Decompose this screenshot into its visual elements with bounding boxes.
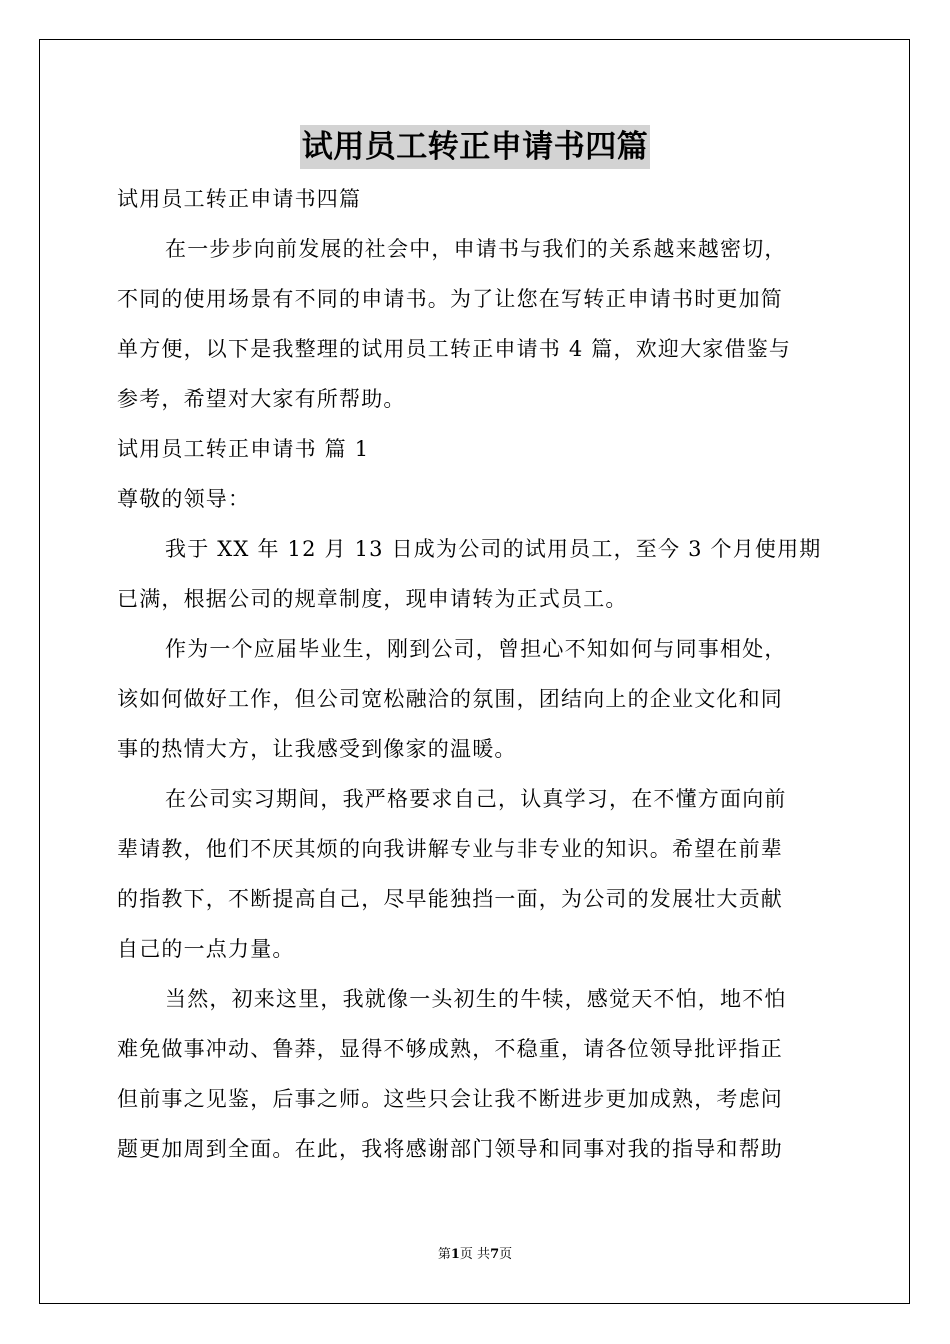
paragraph-line: 自己的一点力量。	[117, 937, 295, 961]
paragraph-line: 单方便，以下是我整理的试用员工转正申请书 4 篇，欢迎大家借鉴与	[117, 337, 792, 361]
document-body	[117, 181, 832, 1181]
paragraph-line: 当然，初来这里，我就像一头初生的牛犊，感觉天不怕，地不怕	[165, 987, 787, 1011]
paragraph-line: 在一步步向前发展的社会中，申请书与我们的关系越来越密切，	[165, 237, 787, 261]
title-container	[0, 125, 950, 169]
paragraph-line: 题更加周到全面。在此，我将感谢部门领导和同事对我的指导和帮助	[117, 1137, 783, 1161]
page-footer	[0, 1246, 950, 1264]
paragraph-line: 辈请教，他们不厌其烦的向我讲解专业与非专业的知识。希望在前辈	[117, 837, 783, 861]
page-prefix: 第	[437, 1247, 451, 1262]
paragraph-line: 不同的使用场景有不同的申请书。为了让您在写转正申请书时更加简	[117, 287, 783, 311]
page-current: 1	[450, 1247, 460, 1262]
paragraph-line: 难免做事冲动、鲁莽，显得不够成熟，不稳重，请各位领导批评指正	[117, 1037, 783, 1061]
paragraph-line: 我于 XX 年 12 月 13 日成为公司的试用员工，至今 3 个月使用期	[165, 537, 822, 561]
salutation: 尊敬的领导：	[117, 487, 251, 511]
page-mid: 页 共	[459, 1247, 491, 1262]
paragraph-line: 的指教下，不断提高自己，尽早能独挡一面，为公司的发展壮大贡献	[117, 887, 783, 911]
document-title: 试用员工转正申请书四篇	[300, 125, 651, 169]
paragraph-line: 在公司实习期间，我严格要求自己，认真学习，在不懂方面向前	[165, 787, 787, 811]
paragraph-line: 作为一个应届毕业生，刚到公司，曾担心不知如何与同事相处，	[165, 637, 787, 661]
paragraph-line: 已满，根据公司的规章制度，现申请转为正式员工。	[117, 587, 628, 611]
paragraph-line: 该如何做好工作，但公司宽松融洽的氛围，团结向上的企业文化和同	[117, 687, 783, 711]
section-heading: 试用员工转正申请书 篇 1	[117, 437, 370, 461]
paragraph-line: 事的热情大方，让我感受到像家的温暖。	[117, 737, 517, 761]
page-suffix: 页	[499, 1247, 513, 1262]
page-total: 7	[490, 1247, 500, 1262]
paragraph-line: 参考，希望对大家有所帮助。	[117, 387, 406, 411]
paragraph-line: 但前事之见鉴，后事之师。这些只会让我不断进步更加成熟，考虑问	[117, 1087, 783, 1111]
subtitle-line: 试用员工转正申请书四篇	[117, 187, 362, 211]
